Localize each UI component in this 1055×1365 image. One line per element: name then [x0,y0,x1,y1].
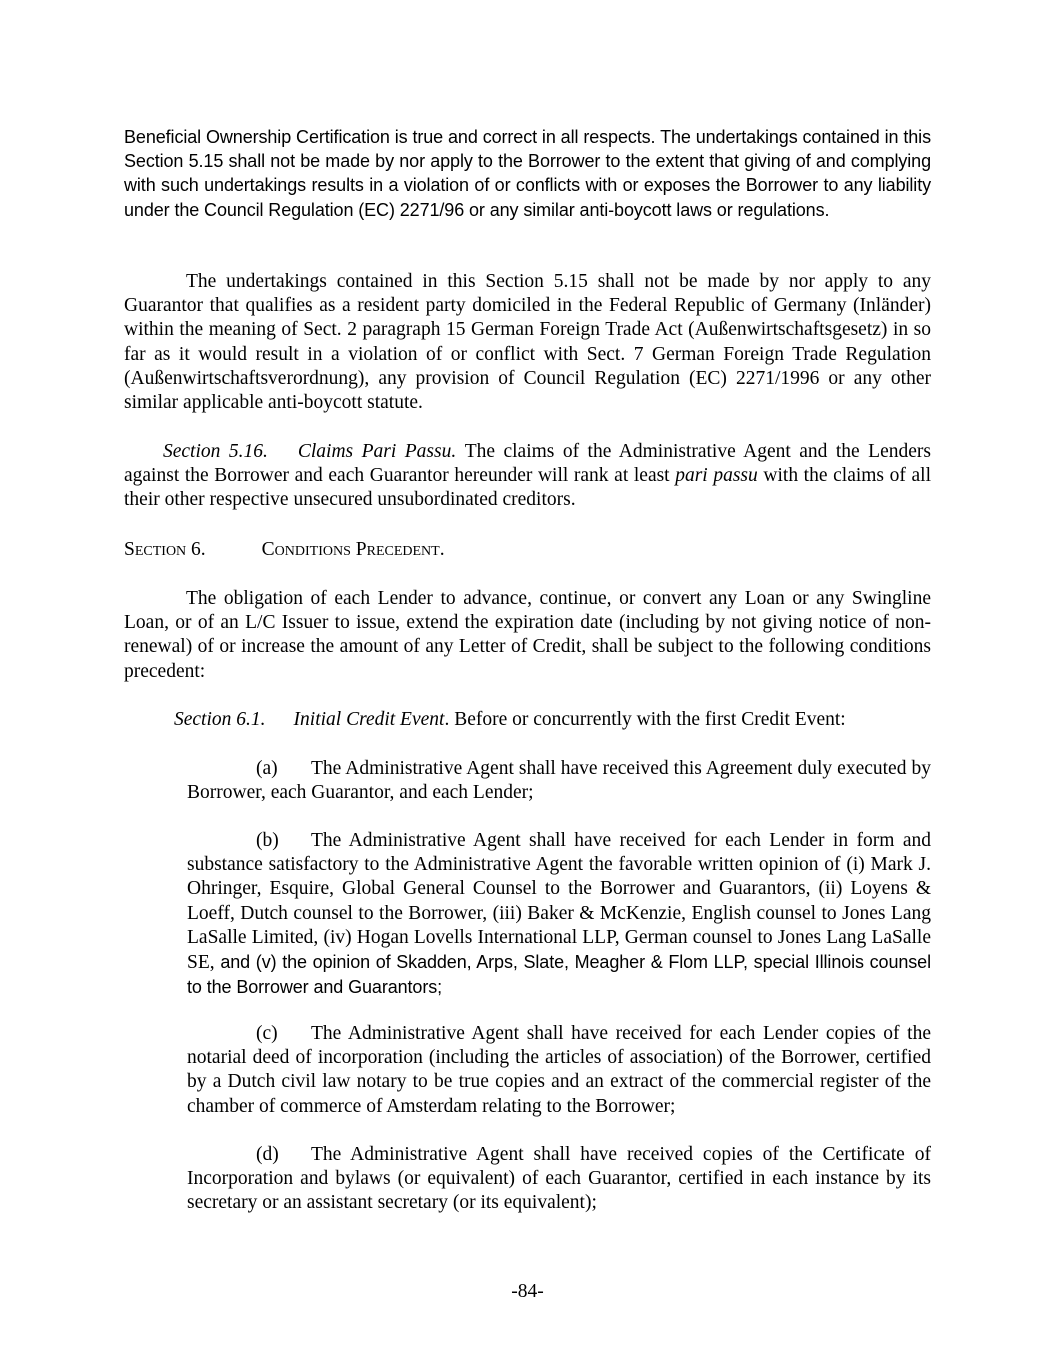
section-6-heading [124,538,931,562]
paragraph-german-guarantor [124,270,931,415]
item-d [187,1143,931,1216]
item-b-text: The Administrative Agent shall have received for each Lender in form and substance satisfactory to the Administrative Agent the favorable written opinion of (i) Mark J. Ohringer, Esquire, Global General Counsel to the Borrower and Guarantors, (ii) Loyens & Loeff, Dutch counsel to the Borrower, (iii) Baker & McKenzie, English counsel to Jones Lang LaSalle Limited, (iv) Hogan Lovells International LLP, German counsel to Jones Lang LaSalle SE, [187,830,931,974]
item-d-text: The Administrative Agent shall have received copies of the Certificate of Incorporation and bylaws (or equivalent) of each Guarantor, certified in each instance by its secretary or an assistant secretary (or its equivalent); [187,1144,931,1214]
section-6-1-text: . Before or concurrently with the first Credit Event: [444,709,846,730]
section-6-number: Section 6. [124,539,206,560]
item-a-label: (a) [256,758,278,779]
paragraph-6-intro-text: The obligation of each Lender to advance, continue, or convert any Loan or any Swingline Loan, or of an L/C Issuer to issue, extend the expiration date (including by not giving notice of non-renewal) of or increase the amount of any Letter of Credit, shall be subject to the following conditions precedent: [124,588,931,682]
paragraph-2-text: The undertakings contained in this Section 5.15 shall not be made by nor apply to any Guarantor that qualifies as a resident party domiciled in the Federal Republic of Germany (Inländer) within the meaning of Sect. 2 paragraph 15 German Foreign Trade Act (Außenwirtschaftsgesetz) in so far as it would result in a violation of or conflict with Sect. 7 German Foreign Trade Regulation (Außenwirtschaftsverordnung), any provision of Council Regulation (EC) 2271/1996 or any other similar applicable anti-boycott statute. [124,271,931,414]
item-c-text: The Administrative Agent shall have received for each Lender copies of the notarial deed of incorporation (including the articles of association) of the Borrower, certified by a Dutch civil law notary to be true copies and an extract of the commercial register of the chamber of commerce of Amsterdam relating to the Borrower; [187,1023,931,1117]
item-a [187,757,931,805]
section-5-16 [124,440,931,513]
paragraph-1-text: Beneficial Ownership Certification is true and correct in all respects. The undertakings contained in this Section 5.15 shall not be made by nor apply to the Borrower to the extent that giving of and complying with such undertakings results in a violation of or conflicts with or exposes the Borrower to any liability under the Council Regulation (EC) 2271/96 or any similar anti-boycott laws or regulations. [124,127,931,220]
section-5-16-text-after: with the claims of all their other respective unsecured unsubordinated creditors. [124,465,931,511]
item-c [187,1022,931,1119]
page-number: -84- [511,1281,544,1302]
item-b [187,829,931,1000]
section-6-title: Conditions Precedent. [261,539,445,560]
item-a-text: The Administrative Agent shall have received this Agreement duly executed by Borrower, each Guarantor, and each Lender; [187,758,931,804]
item-c-label: (c) [256,1023,278,1044]
section-6-1-number: Section 6.1. [174,709,266,730]
item-b-label: (b) [256,830,279,851]
paragraph-conditions-intro [124,587,931,684]
section-5-16-number: Section 5.16. [163,441,268,462]
item-b-text-sans: and (v) the opinion of Skadden, Arps, Slate, Meagher & Flom LLP, special Illinois counsel to the Borrower and Guarantors; [187,952,931,998]
item-d-label: (d) [256,1144,279,1165]
section-6-1 [174,708,931,732]
section-5-16-text-before: The claims of the Administrative Agent and the Lenders against the Borrower and each Guarantor hereunder will rank at least [124,441,931,487]
section-6-1-title: Initial Credit Event [293,709,445,730]
section-5-16-title: Claims Pari Passu. [297,441,457,462]
paragraph-beneficial-ownership [124,125,931,222]
section-5-16-italic: pari passu [675,465,758,487]
